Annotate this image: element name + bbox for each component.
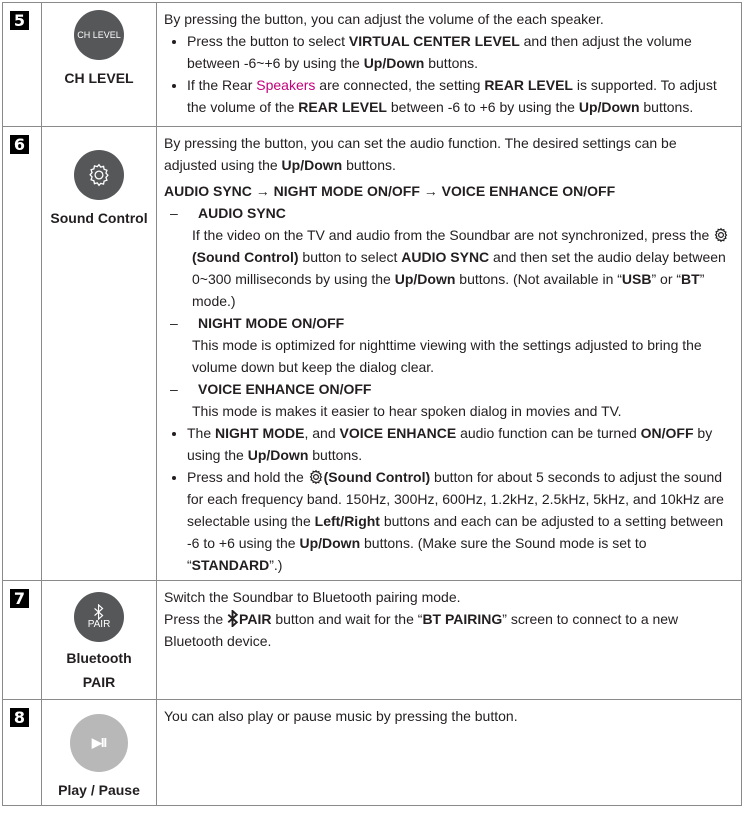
bluetooth-pair-button-icon (74, 592, 124, 642)
ch-level-button-icon (74, 10, 124, 60)
sound-control-button-icon (74, 150, 124, 200)
gear-icon (308, 469, 324, 485)
button-label: Bluetooth PAIR (66, 650, 132, 690)
description: You can also play or pause music by pressing the button. (164, 708, 518, 724)
row-number-badge: 6 (10, 135, 29, 154)
button-label: Sound Control (50, 210, 148, 226)
bluetooth-icon (227, 610, 239, 627)
list-item: • The NIGHT MODE, and VOICE ENHANCE audio function can be turned ON/OFF by using the Up/Down buttons. (187, 422, 733, 466)
list-item: • If the Rear Speakers are connected, the setting REAR LEVEL is supported. To adjust the volume of the REAR LEVEL between -6 to +6 by using the Up/Down buttons. (187, 74, 733, 118)
sub-item-audio-sync: – AUDIO SYNC (170, 205, 286, 221)
sub-item-voice-enhance: – VOICE ENHANCE ON/OFF (170, 381, 372, 397)
list-item: • Press the button to select VIRTUAL CENTER LEVEL and then adjust the volume between -6~+6 by using the Up/Down buttons. (187, 30, 733, 74)
gear-icon (713, 227, 729, 243)
gear-icon (86, 162, 112, 188)
button-label: CH LEVEL (64, 70, 134, 86)
list-item: • Press and hold the (Sound Control) button for about 5 seconds to adjust the sound for each frequency band. 150Hz, 300Hz, 600Hz, 1.2kHz, 2.5kHz, 5kHz, and 10kHz are selectable using the Left/Right buttons and each can be adjusted to a setting between -6 to +6 using the Up/Down buttons. (Make sure the Sound mode is set to “STANDARD”.) (187, 466, 733, 576)
table-row (3, 3, 742, 127)
button-text: PAIR (87, 619, 111, 630)
row-number-badge: 5 (10, 11, 29, 30)
description: By pressing the button, you can adjust the volume of the each speaker. (164, 11, 604, 27)
play-pause-icon: ▶II (91, 735, 107, 750)
description: By pressing the button, you can set the audio function. The desired settings can be adjusted using the Up/Down buttons. (164, 135, 677, 173)
remote-buttons-table (2, 2, 742, 806)
bluetooth-icon (93, 604, 105, 620)
play-pause-button-icon (70, 714, 128, 772)
description: Switch the Soundbar to Bluetooth pairing mode. (164, 589, 461, 605)
table-row (3, 700, 742, 806)
mode-sequence: AUDIO SYNC → NIGHT MODE ON/OFF → VOICE ENHANCE ON/OFF (164, 183, 616, 199)
table-row: 7 PAIR Bluetooth PAIR Switch the Soundbar to Bluetooth pairing mode. Press the PAIR button and wait for the “BT PAIRING” screen to connect to a new Bluetooth device. (3, 581, 742, 700)
button-label: Play / Pause (58, 782, 140, 798)
row-number-badge: 7 (10, 589, 29, 608)
speakers-link[interactable]: Speakers (256, 77, 316, 93)
row-number-badge: 8 (10, 708, 29, 727)
sub-item-night-mode: – NIGHT MODE ON/OFF (170, 315, 345, 331)
button-text: CH LEVEL (77, 30, 121, 40)
table-row: 6 Sound Control By pressing the button, you can set the audio function. The desired settings can be adjusted using the Up/Down buttons. AUDIO SYNC → NIGHT MODE ON/OFF → VOICE ENHANCE ON/OFF – AUDIO SYNC If the video on the TV and audio from the Soundbar are not synchronized, press the (Sound Control) button to select AUDIO SYNC and then set the audio delay between 0~300 milliseconds by using the Up/Down buttons. (Not available in “USB” or “BT” mode.) – NIGHT MODE ON/OFF This mode is optimized for nighttime viewing with the settings adjusted to bring the volume down but keep the dialog clear. – VOICE ENHANCE ON/OFF This mode is makes it easier to hear spoken dialog in movies and TV. • The NIGHT MODE, and VOICE ENHANCE audio function can be turned ON/OFF by using the Up/Down buttons. • Press and hold the (Sound Control) button for about 5 seconds to adjust the sound for each frequency band. 150Hz, 300Hz, 600Hz, 1.2kHz, 2.5kHz, 5kHz, and 10kHz are selectable using the Left/Right buttons and each can be adjusted to a setting between -6 to +6 using the Up/Down buttons. (Make sure the Sound mode is set to “STANDARD”.) (3, 127, 742, 581)
